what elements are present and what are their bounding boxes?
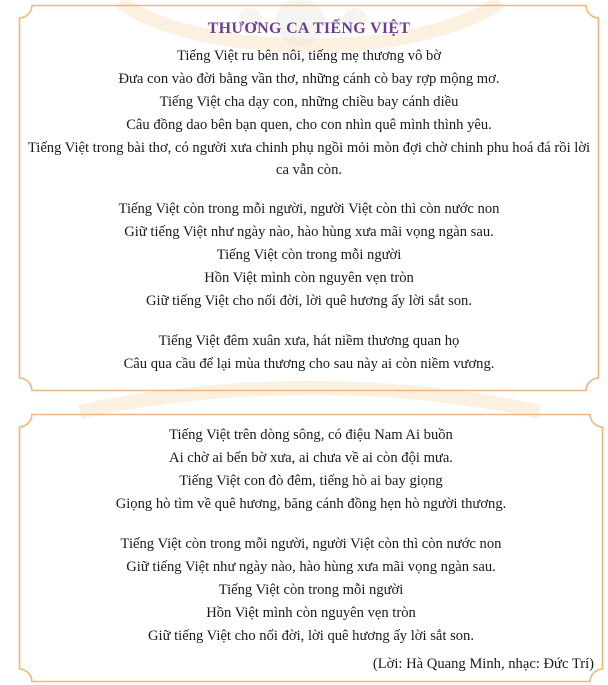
- stanza: [18, 424, 604, 516]
- lyric-line: Tiếng Việt trong bài thơ, có người xưa chinh phụ ngồi mỏi mòn đợi chờ chinh phu hoá đá rồi lời ca vẫn còn.: [27, 140, 591, 178]
- lyric-line: Tiếng Việt còn trong mỗi người: [218, 582, 404, 598]
- lyric-line: Câu đồng dao bên bạn quen, cho con nhìn quê mình thình yêu.: [126, 117, 492, 133]
- stanza: [18, 533, 604, 648]
- lyric-line: Câu qua cầu để lại mùa thương cho sau này ai còn niềm vương.: [123, 356, 495, 372]
- lyric-line: Giữ tiếng Việt như ngày nào, hào hùng xưa mãi vọng ngàn sau.: [126, 559, 496, 575]
- stanza: [18, 198, 600, 313]
- lyric-line: Tiếng Việt cha dạy con, những chiều bay cánh diều: [159, 94, 459, 110]
- lyrics-panel-bottom: [18, 413, 604, 683]
- song-credit: (Lời: Hà Quang Minh, nhạc: Đức Trí): [372, 656, 594, 672]
- lyric-line: Giữ tiếng Việt cho nối đời, lời quê hương ấy lời sắt son.: [145, 293, 473, 309]
- lyric-line: Tiếng Việt còn trong mỗi người, người Việt còn thì còn nước non: [120, 536, 502, 552]
- lyric-line: Hồn Việt mình còn nguyên vẹn tròn: [204, 270, 414, 286]
- lyric-line: Tiếng Việt ru bên nôi, tiếng mẹ thương vô bờ: [176, 48, 442, 64]
- stanza: [18, 330, 600, 376]
- lyric-line: Tiếng Việt còn trong mỗi người: [216, 247, 402, 263]
- lyric-line: Tiếng Việt đêm xuân xưa, hát niềm thương quan họ: [158, 333, 460, 349]
- lyric-line: Tiếng Việt con đò đêm, tiếng hò ai bay giọng: [179, 473, 443, 489]
- lyric-line: Hồn Việt mình còn nguyên vẹn tròn: [206, 605, 416, 621]
- lyrics-panel-top: [18, 4, 600, 392]
- stanza: [18, 45, 600, 181]
- lyric-line: Giọng hò tìm về quê hương, băng cánh đồng hẹn hò người thương.: [115, 496, 507, 512]
- lyric-line: Tiếng Việt trên dòng sông, có điệu Nam Ai buồn: [169, 427, 453, 443]
- lyric-line: Đưa con vào đời bằng vần thơ, những cánh cò bay rợp mộng mơ.: [118, 71, 500, 87]
- lyric-line: Giữ tiếng Việt cho nối đời, lời quê hương ấy lời sắt son.: [147, 628, 475, 644]
- lyric-line: Giữ tiếng Việt như ngày nào, hào hùng xưa mãi vọng ngàn sau.: [124, 224, 494, 240]
- song-title: THƯƠNG CA TIẾNG VIỆT: [207, 20, 411, 37]
- lyric-line: Ai chờ ai bến bờ xưa, ai chưa về ai còn đội mưa.: [169, 450, 453, 466]
- lyric-line: Tiếng Việt còn trong mỗi người, người Việt còn thì còn nước non: [118, 201, 500, 217]
